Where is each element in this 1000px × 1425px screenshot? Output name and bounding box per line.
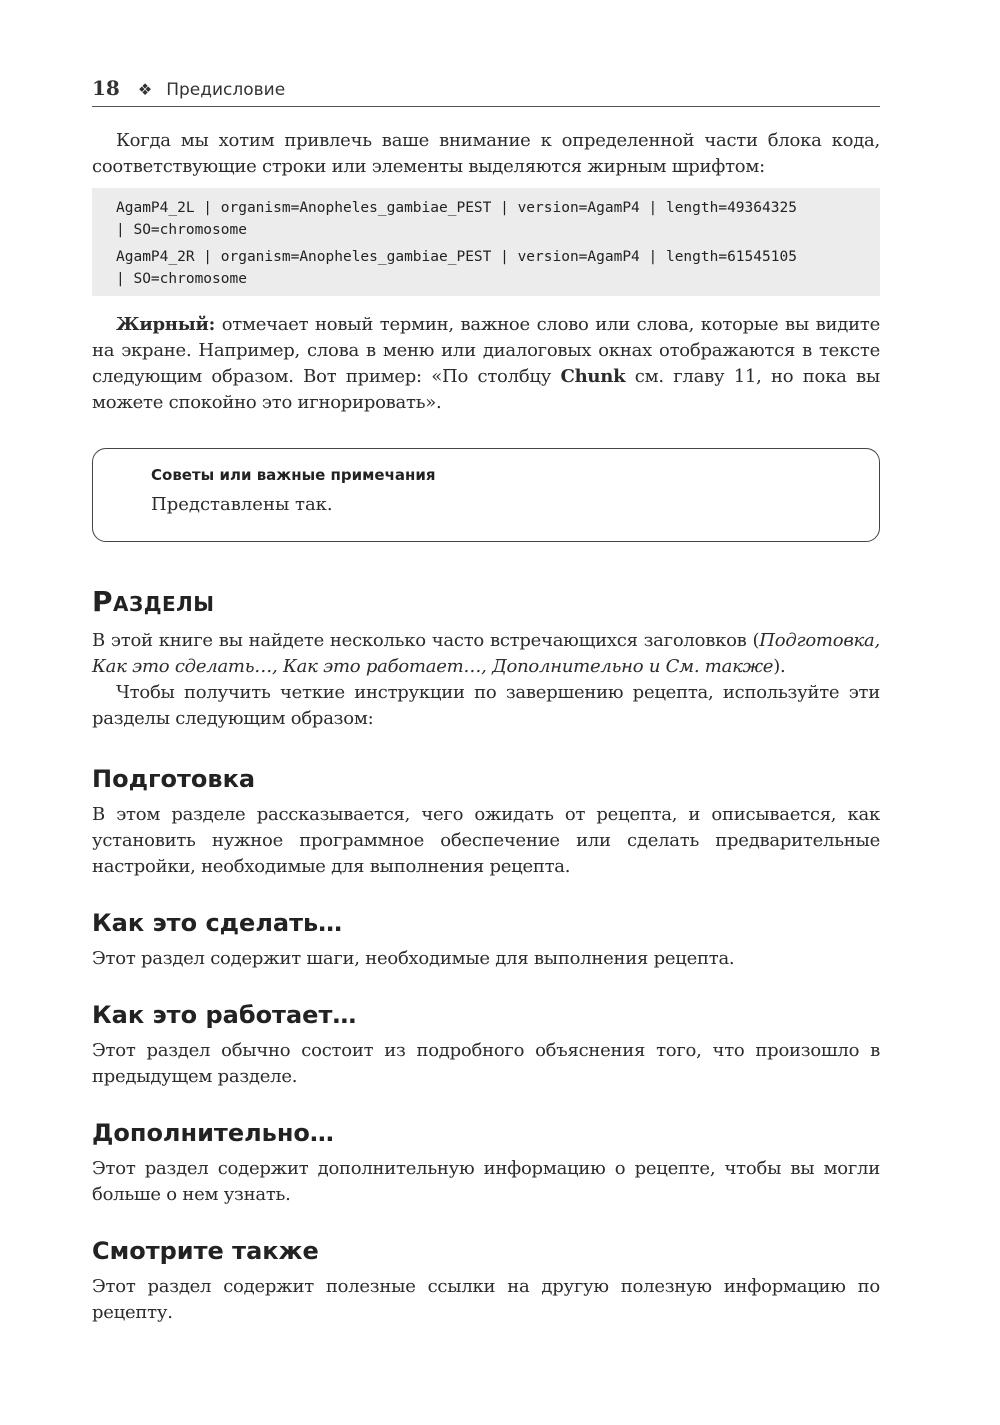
bold-example-word: Chunk xyxy=(560,366,626,387)
bold-label: Жирный: xyxy=(116,314,216,335)
subsection-text: Этот раздел содержит дополнительную информацию о рецепте, чтобы вы могли больше о нем узнать. xyxy=(92,1158,880,1205)
chapter-title: Предисловие xyxy=(166,80,286,100)
code-line-text: AgamP4_2L | organism=Anopheles_gambiae_PEST | version=AgamP4 | length=49364325 xyxy=(116,200,797,216)
ornament-icon: ❖ xyxy=(137,80,153,99)
code-line xyxy=(116,197,868,241)
subsection-heading: Как это сделать… xyxy=(92,909,343,937)
sections-text-end: ). xyxy=(773,656,786,677)
intro-paragraph: Когда мы хотим привлечь ваше внимание к определенной части блока кода, соответствующие строки или элементы выделяются жирным шрифтом: xyxy=(92,130,880,177)
subsection-text: Этот раздел содержит полезные ссылки на другую полезную информацию по рецепту. xyxy=(92,1276,880,1323)
subsection-heading: Дополнительно… xyxy=(92,1119,334,1147)
page-body xyxy=(92,128,880,1326)
code-line xyxy=(116,246,868,290)
bold-para-text: отмечает новый термин, важное слово или слова, которые вы видите на экране. Например, слова в меню или диалоговых окнах отображаются в тексте следующим образом. Вот пример: «По столбцу xyxy=(92,314,880,387)
code-line-text: AgamP4_2R | organism=Anopheles_gambiae_PEST | version=AgamP4 | length=61545105 xyxy=(116,249,797,265)
subsection-text: Этот раздел обычно состоит из подробного объяснения того, что произошло в предыдущем разделе. xyxy=(92,1040,880,1087)
code-block xyxy=(92,188,880,296)
sections-paragraph-2: Чтобы получить четкие инструкции по завершению рецепта, используйте эти разделы следующим образом: xyxy=(92,682,880,729)
bold-para-text-end: см. главу 11, но пока вы можете спокойно это игнорировать». xyxy=(92,366,880,413)
subsection-heading: Как это работает… xyxy=(92,1001,357,1029)
tip-title: Советы или важные примечания xyxy=(151,466,436,484)
running-header xyxy=(92,76,880,107)
page-number: 18 xyxy=(92,76,120,100)
sections-italic-list: Подготовка, Как это сделать…, Как это работает…, Дополнительно и См. также xyxy=(92,630,880,677)
sections-paragraph xyxy=(92,628,880,680)
bold-convention-paragraph xyxy=(92,312,880,416)
subsection-heading: Подготовка xyxy=(92,765,256,793)
tip-box xyxy=(92,448,880,542)
code-line-text: | SO=chromosome xyxy=(116,271,247,287)
section-heading: Разделы xyxy=(92,585,215,618)
subsection-text: В этом разделе рассказывается, чего ожидать от рецепта, и описывается, как установить нужное программное обеспечение или сделать предварительные настройки, необходимые для выполнения рецепта. xyxy=(92,804,880,877)
subsection-text: Этот раздел содержит шаги, необходимые для выполнения рецепта. xyxy=(92,948,735,969)
subsection-heading: Смотрите также xyxy=(92,1237,319,1265)
tip-text: Представлены так. xyxy=(151,494,333,515)
sections-text: В этой книге вы найдете несколько часто встречающихся заголовков ( xyxy=(92,630,760,651)
code-line-text: | SO=chromosome xyxy=(116,222,247,238)
